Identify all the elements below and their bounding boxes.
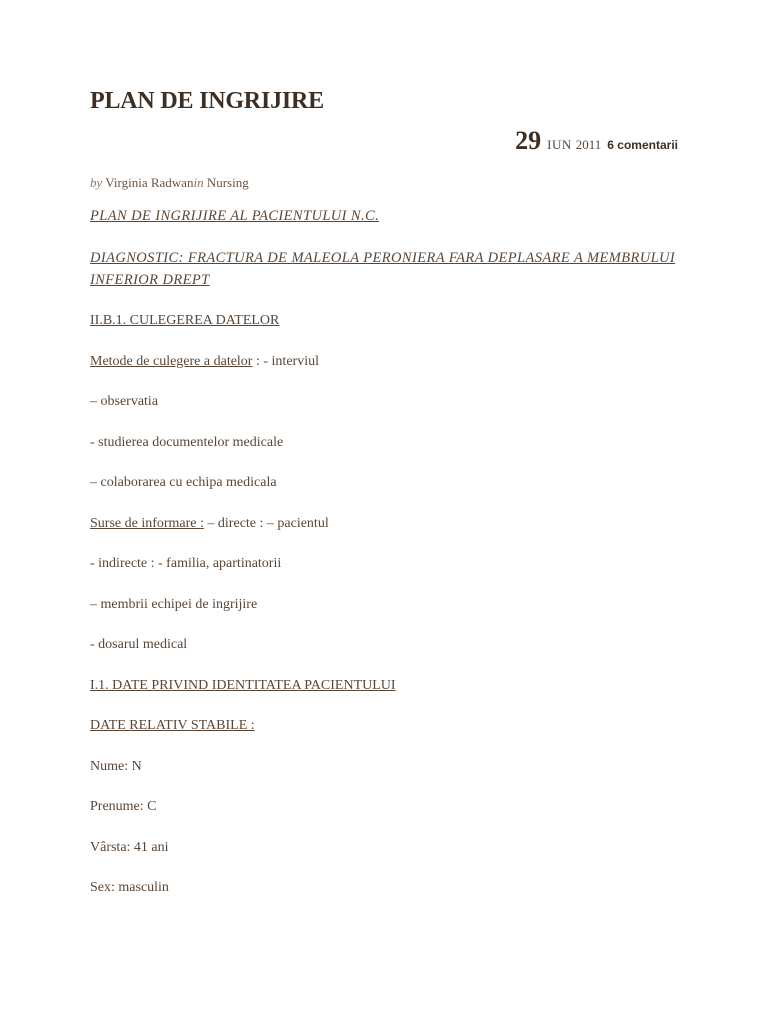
- page-title: PLAN DE INGRIJIRE: [90, 88, 324, 114]
- list-item: – membrii echipei de ingrijire: [90, 596, 258, 612]
- author-name[interactable]: Virginia Radwan: [105, 175, 194, 190]
- sources-first-item: – directe : – pacientul: [203, 515, 329, 531]
- methods-line: [90, 351, 680, 372]
- methods-label: Metode de culegere a datelor: [90, 353, 253, 369]
- post-date-month: IUN: [547, 137, 572, 152]
- list-item: - indirecte : - familia, apartinatorii: [90, 556, 282, 571]
- section-heading-data-collection: II.B.1. CULEGEREA DATELOR: [90, 313, 280, 328]
- sources-label: Surse de informare :: [90, 515, 204, 531]
- list-item: - dosarul medical: [90, 637, 188, 652]
- subtitle-diagnostic: DIAGNOSTIC: FRACTURA DE MALEOLA PERONIERA FARA DEPLASARE A MEMBRULUI INFERIOR DREPT: [90, 249, 676, 288]
- list-item: – colaborarea cu echipa medicala: [90, 475, 277, 490]
- byline-in: in: [193, 175, 204, 190]
- post-meta: [515, 126, 678, 156]
- article-body: [90, 205, 680, 918]
- post-date-day: 29: [515, 126, 542, 155]
- section-heading-stable-data: DATE RELATIV STABILE :: [90, 718, 255, 733]
- subtitle-patient-plan: PLAN DE INGRIJIRE AL PACIENTULUI N.C.: [90, 208, 380, 224]
- section-heading-patient-identity: I.1. DATE PRIVIND IDENTITATEA PACIENTULUI: [90, 677, 396, 693]
- byline-by: by: [90, 175, 103, 190]
- post-date-year: 2011: [575, 137, 602, 152]
- methods-first-item: : - interviul: [252, 353, 319, 369]
- comments-link[interactable]: 6 comentarii: [607, 138, 678, 152]
- byline: [90, 175, 249, 191]
- field-row: Sex: masculin: [90, 880, 169, 895]
- list-item: – observatia: [90, 394, 159, 409]
- field-row: Prenume: C: [90, 799, 157, 814]
- field-row: Vârsta: 41 ani: [90, 839, 169, 855]
- list-item: - studierea documentelor medicale: [90, 434, 284, 450]
- field-row: Nume: N: [90, 758, 142, 774]
- sources-line: [90, 513, 680, 534]
- category-link[interactable]: Nursing: [206, 175, 249, 190]
